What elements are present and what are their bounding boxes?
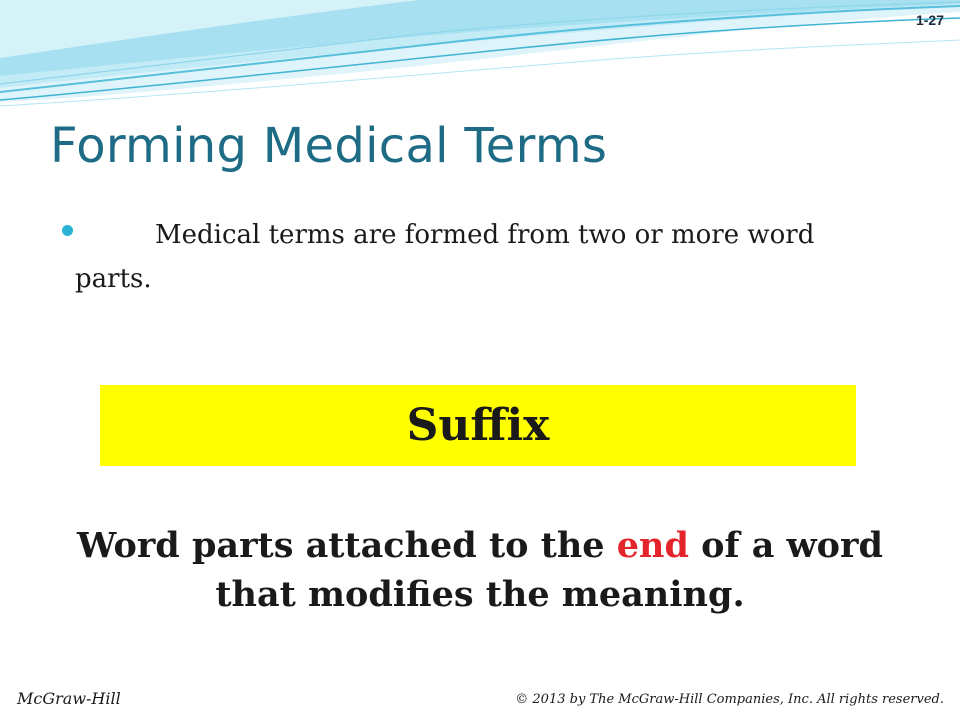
definition-text-end: of a word that modifies the meaning. [215,525,883,615]
copyright-notice: © 2013 by The McGraw-Hill Companies, Inc. All rights reserved. [515,692,944,707]
term-definition [40,521,920,619]
header-wave-decoration [0,0,960,110]
term-highlight-box [100,385,856,466]
bullet-dot-icon [62,225,73,236]
bullet-item [62,213,902,301]
definition-text-start: Word parts attached to the [77,525,617,566]
slide-number: 1-27 [915,12,944,28]
bullet-text: Medical terms are formed from two or more word parts. [75,220,815,294]
slide-title: Forming Medical Terms [50,118,608,174]
publisher-name: McGraw-Hill [17,689,121,708]
term-label: Suffix [406,400,550,451]
definition-highlight-word: end [616,525,689,566]
